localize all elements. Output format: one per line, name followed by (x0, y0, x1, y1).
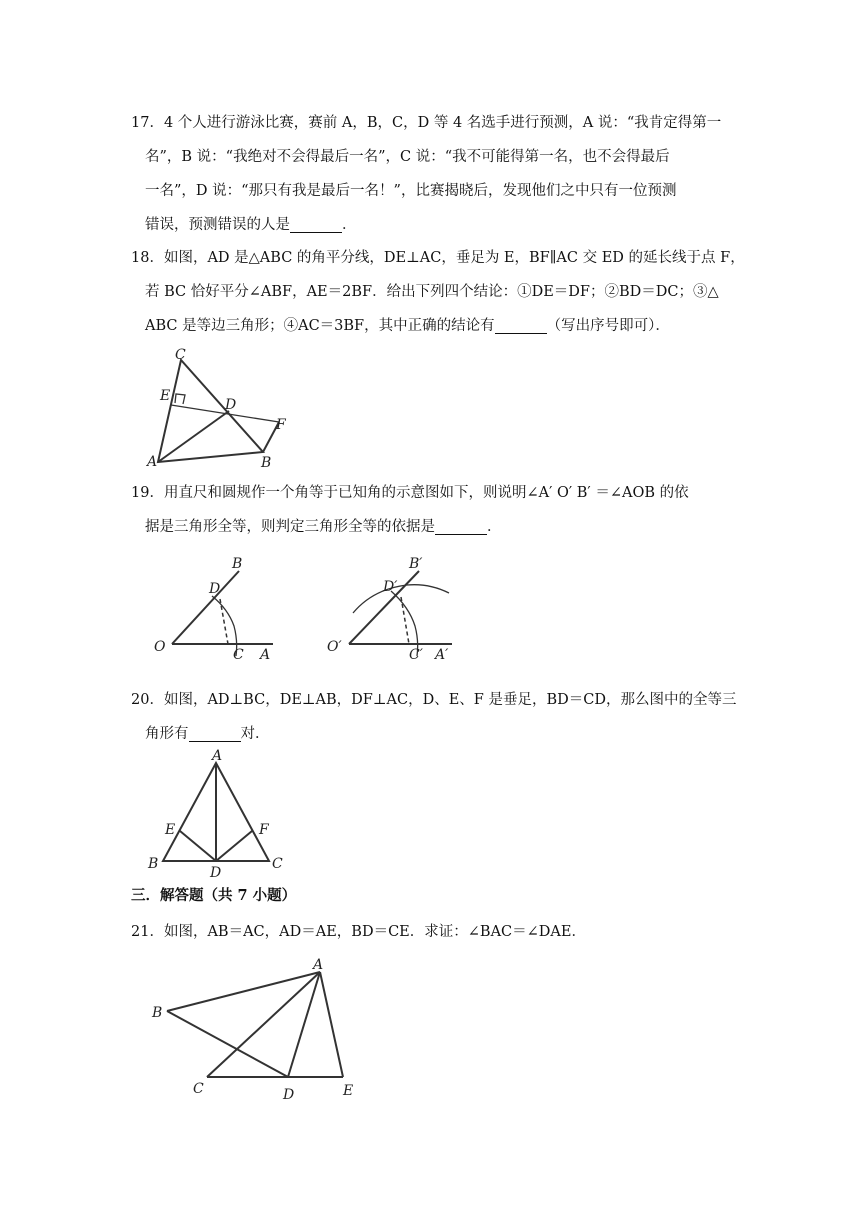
question-text: 角形有 (145, 726, 189, 742)
question-number: 18． (131, 250, 164, 266)
question-number: 20． (131, 692, 164, 708)
label-D: D (225, 397, 237, 413)
label-F: F (259, 822, 269, 838)
label-B-prime: B′ (409, 556, 423, 572)
question-17: 17．4 个人进行游泳比赛，赛前 A，B，C，D 等 4 名选手进行预测，A 说：“我肯定得第一 名”，B 说：“我绝对不会得最后一名”，C 说：“我不可能得第一名，也不会得最后 一名”，D 说：“那只有我是最后一名！”，比赛揭晓后，发现他们之中只有一位预测 错误，预测错误的人是 ． (131, 106, 733, 242)
label-C: C (233, 647, 244, 663)
label-D-prime: D′ (383, 579, 398, 595)
label-C: C (193, 1081, 204, 1097)
question-number: 17． (131, 115, 164, 131)
answer-blank[interactable] (290, 214, 342, 233)
answer-blank[interactable] (435, 516, 487, 535)
label-A: A (260, 647, 271, 663)
question-text: 用直尺和圆规作一个角等于已知角的示意图如下，则说明∠A′ O′ B′ ＝∠AOB 的依 (163, 485, 689, 501)
figure-20-triangle (145, 748, 295, 880)
question-text: ABC 是等边三角形；④AC＝3BF，其中正确的结论有 (145, 318, 495, 334)
label-O: O (154, 639, 166, 655)
label-A: A (313, 957, 324, 973)
question-text: 4 个人进行游泳比赛，赛前 A，B，C，D 等 4 名选手进行预测，A 说：“我肯定得第一 (163, 115, 722, 131)
label-B: B (148, 856, 159, 872)
section-title: 三．解答题（共 7 小题） (131, 887, 297, 904)
figure-19-left (148, 551, 283, 666)
label-C: C (272, 856, 283, 872)
label-E: E (343, 1083, 354, 1099)
question-19: 19．用直尺和圆规作一个角等于已知角的示意图如下，则说明∠A′ O′ B′ ＝∠AOB 的依 据是三角形全等，则判定三角形全等的依据是 ． (131, 485, 689, 535)
label-B: B (232, 556, 243, 572)
question-text: 一名”，D 说：“那只有我是最后一名！”，比赛揭晓后，发现他们之中只有一位预测 (145, 183, 677, 199)
label-D: D (209, 581, 221, 597)
question-text: 据是三角形全等，则判定三角形全等的依据是 (145, 519, 435, 535)
question-number: 19． (131, 485, 164, 501)
label-D: D (210, 865, 222, 880)
answer-blank[interactable] (189, 723, 241, 742)
label-D: D (283, 1087, 295, 1103)
question-20: 20．如图，AD⊥BC，DE⊥AB，DF⊥AC，D、E、F 是垂足，BD＝CD，那么图中的全等三 角形有 对． (131, 692, 737, 742)
figure-21-triangles (145, 955, 365, 1103)
question-text: 错误，预测错误的人是 (145, 217, 290, 233)
label-O-prime: O′ (327, 639, 342, 655)
question-number: 21． (131, 924, 164, 940)
label-E: E (160, 388, 171, 404)
question-text: 如图，AB＝AC，AD＝AE，BD＝CE．求证：∠BAC＝∠DAE． (163, 924, 586, 940)
label-F: F (276, 417, 286, 433)
answer-blank[interactable] (495, 315, 547, 334)
label-A: A (147, 454, 158, 470)
question-text: 若 BC 恰好平分∠ABF，AE＝2BF．给出下列四个结论：①DE＝DF；②BD＝DC；③△ (145, 284, 719, 300)
label-B: B (152, 1005, 163, 1021)
question-text: 名”，B 说：“我绝对不会得最后一名”，C 说：“我不可能得第一名，也不会得最后 (145, 149, 670, 165)
figure-18-triangle (145, 345, 295, 470)
question-text: 如图，AD⊥BC，DE⊥AB，DF⊥AC，D、E、F 是垂足，BD＝CD，那么图中的全等三 (163, 692, 737, 708)
label-A-prime: A′ (435, 647, 449, 663)
label-C: C (175, 347, 186, 363)
label-C-prime: C′ (409, 647, 423, 663)
label-A: A (212, 748, 223, 764)
question-21 (131, 915, 733, 949)
label-B: B (261, 455, 272, 470)
question-text: 如图，AD 是△ABC 的角平分线，DE⊥AC，垂足为 E，BF∥AC 交 ED 的延长线于点 F， (163, 250, 745, 266)
figure-19-right (325, 551, 465, 666)
question-18: 18．如图，AD 是△ABC 的角平分线，DE⊥AC，垂足为 E，BF∥AC 交 ED 的延长线于点 F， 若 BC 恰好平分∠ABF，AE＝2BF．给出下列四个结论：①DE＝DF；②BD＝DC；③△ ABC 是等边三角形；④AC＝3BF，其中正确的结论有 （写出序号即可）． (131, 250, 745, 334)
label-E: E (165, 822, 176, 838)
